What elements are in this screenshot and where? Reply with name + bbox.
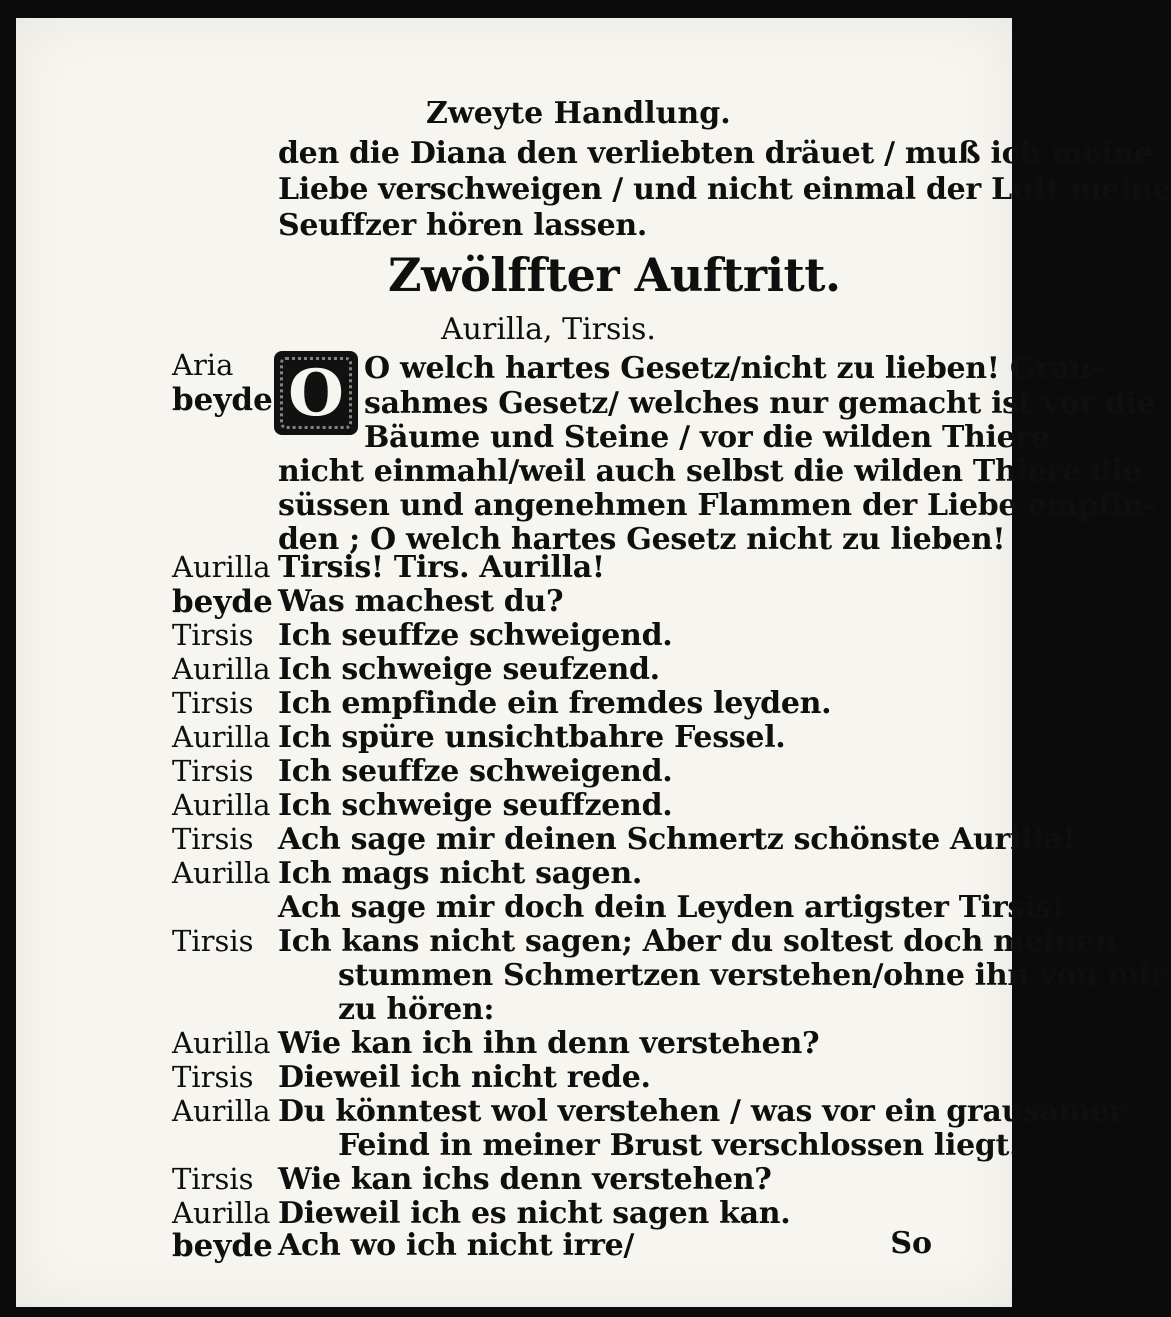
aria-line-1: O welch hartes Gesetz/nicht zu lieben! Grau- (364, 351, 1104, 386)
dialogue-line: zu hören: (338, 992, 495, 1027)
speaker-name: Tirsis (172, 1162, 254, 1196)
dialogue-line: Ach sage mir doch dein Leyden artigster Tirsis! (278, 890, 1065, 925)
speaker-name: Aurilla (172, 550, 271, 584)
drop-cap: O (274, 351, 358, 435)
speaker-name: Tirsis (172, 924, 254, 958)
speaker-name: Aurilla (172, 720, 271, 754)
speaker-name: Tirsis (172, 618, 254, 652)
aria-speaker: beyde (172, 382, 273, 418)
dialogue-line: Tirsis! Tirs. Aurilla! (278, 550, 605, 585)
book-page (16, 18, 1171, 1307)
catchword: So (890, 1226, 932, 1261)
dialogue-line: Wie kan ich ihn denn verstehen? (278, 1026, 820, 1061)
speaker-name: beyde (172, 1228, 273, 1264)
dialogue-line: Ich schweige seuffzend. (278, 788, 673, 823)
speaker-name: Aurilla (172, 788, 271, 822)
dialogue-line: Dieweil ich es nicht sagen kan. (278, 1196, 791, 1231)
running-head: Zweyte Handlung. (426, 96, 731, 131)
dialogue-line: Ich spüre unsichtbahre Fessel. (278, 720, 786, 755)
dialogue-line: Ich seuffze schweigend. (278, 754, 673, 789)
dialogue-line: Ach sage mir deinen Schmertz schönste Aurilla! (278, 822, 1076, 857)
speaker-name: Tirsis (172, 822, 254, 856)
speaker-name: Aurilla (172, 1094, 271, 1128)
aria-line-6: den ; O welch hartes Gesetz nicht zu lieben! (278, 522, 1006, 557)
speaker-name: Aurilla (172, 856, 271, 890)
aria-line-4: nicht einmahl/weil auch selbst die wilden Thiere die (278, 454, 1142, 489)
dialogue-line: Wie kan ichs denn verstehen? (278, 1162, 772, 1197)
dialogue-line: Ich mags nicht sagen. (278, 856, 642, 891)
dialogue-line: Ach wo ich nicht irre/ (278, 1228, 635, 1263)
intro-line-3: Seuffzer hören lassen. (278, 208, 648, 243)
speaker-name: Tirsis (172, 1060, 254, 1094)
dialogue-line: Dieweil ich nicht rede. (278, 1060, 651, 1095)
speaker-name: beyde (172, 584, 273, 620)
dialogue-line: stummen Schmertzen verstehen/ohne ihn von mir (338, 958, 1166, 993)
dialogue-line: Ich schweige seufzend. (278, 652, 660, 687)
dialogue-line: Ich kans nicht sagen; Aber du soltest doch meinen (278, 924, 1117, 959)
speaker-name: Aurilla (172, 652, 271, 686)
cast-list: Aurilla, Tirsis. (441, 312, 656, 347)
dialogue-line: Ich empfinde ein fremdes leyden. (278, 686, 832, 721)
aria-label: Aria (172, 348, 234, 382)
speaker-name: Aurilla (172, 1026, 271, 1060)
aria-line-3: Bäume und Steine / vor die wilden Thiere (364, 420, 1050, 455)
speaker-name: Tirsis (172, 754, 254, 788)
speaker-name: Aurilla (172, 1196, 271, 1230)
aria-line-2: sahmes Gesetz/ welches nur gemacht ist vor die (364, 386, 1156, 421)
speaker-name: Tirsis (172, 686, 254, 720)
dialogue-line: Feind in meiner Brust verschlossen liegt. (338, 1128, 1020, 1163)
dialogue-line: Ich seuffze schweigend. (278, 618, 673, 653)
aria-line-5: süssen und angenehmen Flammen der Liebe empfin- (278, 488, 1156, 523)
scene-title: Zwölffter Auftritt. (388, 248, 841, 302)
intro-line-2: Liebe verschweigen / und nicht einmal der Luft meine (278, 172, 1171, 207)
dialogue-line: Du könntest wol verstehen / was vor ein grausamer (278, 1094, 1125, 1129)
intro-line-1: den die Diana den verliebten dräuet / muß ich meine (278, 136, 1153, 171)
dialogue-line: Was machest du? (278, 584, 564, 619)
